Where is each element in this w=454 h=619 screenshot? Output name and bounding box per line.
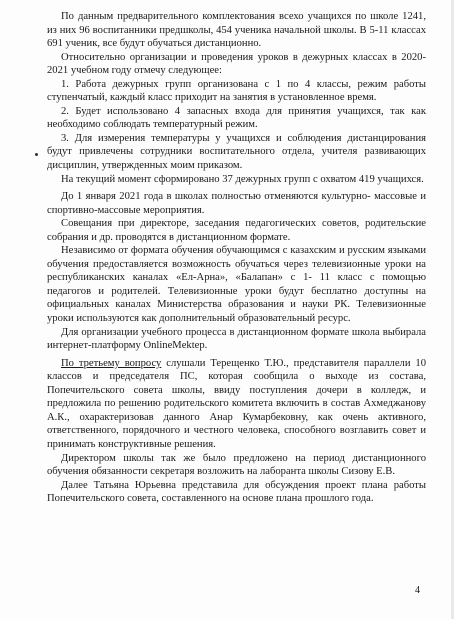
paragraph-duty-classes-intro: Относительно организации и проведения уроков в дежурных классах в 2020-2021 учебном году отмечу следующее: bbox=[47, 51, 426, 77]
third-question-text: слушали Терещенко Т.Ю., представителя параллели 10 классов и председателя ПС, которая сообщила о выходе из состава, Попечительского совета школы, ввиду поступления дочери в колледж, и предложила по решению родительского комитета включить в состав Ахмеджанову А.К., охарактеризовав данного Анар Кумарбековну, как очень активного, ответственного, порядочного и честного человека, способного возглавить совет и принимать конструктивные решения. bbox=[47, 357, 426, 450]
paragraph-item-3: 3. Для измерения температуры у учащихся и соблюдения дистанцирования будут привлечены сотрудники воспитательного отдела, учителя развивающих дисциплин, утвержденных моим приказом. bbox=[47, 132, 426, 172]
paragraph-events: До 1 января 2021 года в школах полностью отменяются культурно- массовые и спортивно-массовые мероприятия. bbox=[47, 191, 426, 216]
document-body bbox=[47, 10, 426, 506]
paragraph-platform: Для организации учебного процесса в дистанционном формате школа выбирала интернет-платформу OnlineMektep. bbox=[47, 326, 426, 352]
page-number: 4 bbox=[415, 585, 420, 596]
paragraph-duty-groups: На текущий момент сформировано 37 дежурных групп с охватом 419 учащихся. bbox=[61, 173, 424, 185]
paragraph-meetings: Совещания при директоре, заседания педагогических советов, родительские собрания и др. проводятся в дистанционном формате. bbox=[47, 218, 426, 243]
paragraph-secretary: Директором школы так же было предложено на период дистанционного обучения обязанности секретаря возложить на лаборанта школы Сизову Е.В. bbox=[47, 452, 426, 478]
paragraph-third-question bbox=[47, 357, 426, 452]
paragraph-item-2: 2. Будет использовано 4 запасных входа для принятия учащихся, так как необходимо соблюдать температурный режим. bbox=[47, 105, 426, 131]
paragraph-item-1: 1. Работа дежурных групп организована с 1 по 4 классы, режим работы ступенчатый, каждый класс приходит на занятия в установленное время. bbox=[47, 78, 426, 104]
third-question-heading: По третьему вопросу bbox=[61, 357, 162, 369]
paragraph-tv-lessons: Независимо от формата обучения обучающимся с казахским и русским языками обучения предоставляется возможность обучаться через телевизионные уроки на республиканских каналах «Ел-Арна», «Балапан» с 1- 11 класс с помощью педагогов и родителей. Телевизионные уроки будут бесплатно доступны на официальных каналах Министерства образования и науки РК. Телевизионные уроки используются как дополнительный образовательный ресурс. bbox=[47, 245, 426, 325]
paragraph-enrollment: По данным предварительного комплектования всехо учащихся по школе 1241, из них 96 воспитанники предшколы, 454 ученика начальной школы. В 5-11 классах 691 ученик, все будут обучаться дистанционно. bbox=[47, 11, 426, 50]
paragraph-plan: Далее Татьяна Юрьевна представила для обсуждения проект плана работы Попечительского совета, составленного на основе плана прошлого года. bbox=[47, 479, 426, 505]
margin-mark bbox=[35, 153, 38, 156]
